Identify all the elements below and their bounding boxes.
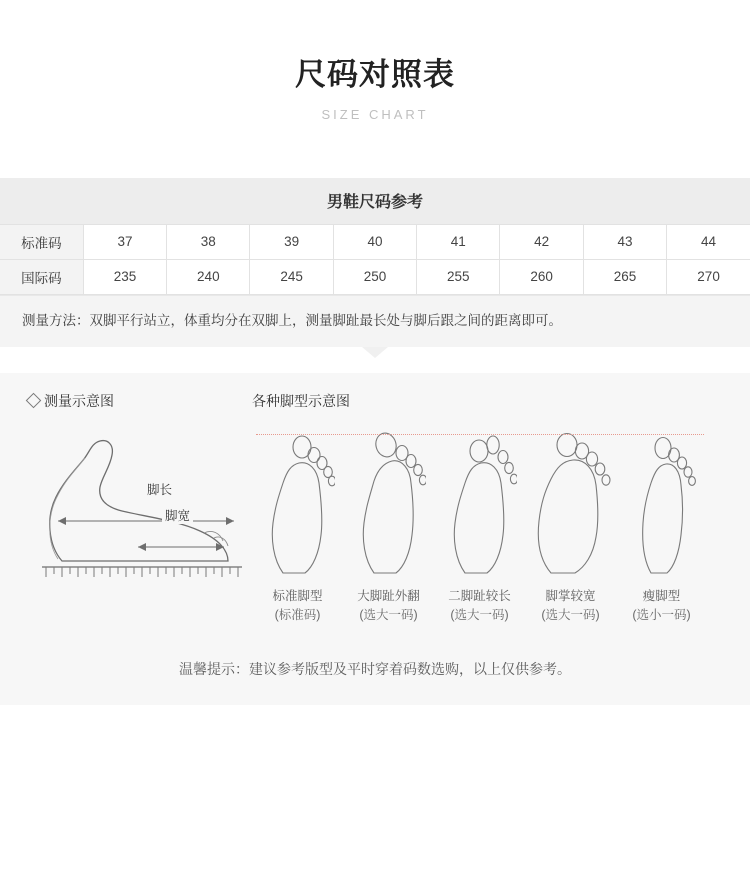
cell-standard-6: 43 (583, 224, 666, 259)
cell-intl-4: 255 (417, 259, 500, 294)
row-label-standard: 标准码 (0, 224, 83, 259)
measure-method-note: 测量方法：双脚平行站立，体重均分在双脚上，测量脚趾最长处与脚后跟之间的距离即可。 (0, 295, 750, 347)
foot-shape-wide-illustration (525, 421, 616, 581)
list-item (434, 421, 525, 625)
foot-type-caption (343, 587, 434, 625)
cell-standard-5: 42 (500, 224, 583, 259)
foot-type-name: 脚掌较宽 (545, 589, 596, 603)
cell-intl-1: 240 (167, 259, 250, 294)
foot-shape-narrow-illustration (616, 421, 707, 581)
label-foot-width: 脚宽 (162, 506, 193, 524)
arrow-divider (0, 347, 750, 373)
cell-standard-3: 40 (333, 224, 416, 259)
measure-diagram-col (0, 391, 252, 596)
foot-type-name: 标准脚型 (272, 589, 323, 603)
measure-diagram-heading (28, 391, 252, 411)
list-item (252, 421, 343, 625)
foot-measure-illustration (28, 421, 250, 591)
size-table (0, 178, 750, 295)
cell-intl-6: 265 (583, 259, 666, 294)
cell-intl-5: 260 (500, 259, 583, 294)
table-caption-row (0, 178, 750, 225)
foot-type-advice: (选小一码) (632, 607, 691, 622)
foot-types-heading-label: 各种脚型示意图 (252, 393, 350, 409)
foot-type-name: 瘦脚型 (642, 589, 681, 603)
foot-type-caption (252, 587, 343, 625)
foot-type-advice: (标准码) (274, 607, 321, 622)
size-table-block (0, 122, 750, 347)
foot-shape-long-second-toe-illustration (434, 421, 525, 581)
cell-standard-2: 39 (250, 224, 333, 259)
cell-standard-0: 37 (83, 224, 166, 259)
table-caption: 男鞋尺码参考 (0, 178, 750, 225)
foot-shape-bunion-illustration (343, 421, 434, 581)
page-header (0, 0, 750, 122)
foot-type-name: 二脚趾较长 (448, 589, 511, 603)
foot-types-list (252, 421, 732, 625)
list-item (616, 421, 707, 625)
cell-intl-2: 245 (250, 259, 333, 294)
cell-intl-7: 270 (667, 259, 750, 294)
foot-type-caption (525, 587, 616, 625)
triangle-down-icon (362, 347, 388, 358)
diagram-section (0, 373, 750, 705)
page-subtitle: SIZE CHART (321, 106, 429, 122)
foot-shape-standard-illustration (252, 421, 343, 581)
foot-types-heading (252, 391, 732, 411)
foot-type-advice: (选大一码) (450, 607, 509, 622)
cell-intl-3: 250 (333, 259, 416, 294)
cell-standard-4: 41 (417, 224, 500, 259)
measure-diagram-heading-label: 测量示意图 (44, 393, 114, 409)
foot-type-caption (434, 587, 525, 625)
foot-type-caption (616, 587, 707, 625)
cell-standard-7: 44 (667, 224, 750, 259)
list-item (343, 421, 434, 625)
diamond-icon (26, 392, 42, 408)
footer-tip: 温馨提示：建议参考版型及平时穿着码数选购，以上仅供参考。 (179, 660, 571, 677)
foot-type-advice: (选大一码) (541, 607, 600, 622)
foot-types-col (252, 391, 750, 625)
table-row (0, 259, 750, 294)
foot-type-name: 大脚趾外翻 (357, 589, 420, 603)
table-row (0, 224, 750, 259)
row-label-international: 国际码 (0, 259, 83, 294)
list-item (525, 421, 616, 625)
cell-standard-1: 38 (167, 224, 250, 259)
cell-intl-0: 235 (83, 259, 166, 294)
toe-reference-dotted-line (256, 434, 704, 435)
foot-type-advice: (选大一码) (359, 607, 418, 622)
page-title: 尺码对照表 (295, 57, 455, 92)
label-foot-length: 脚长 (144, 480, 175, 498)
